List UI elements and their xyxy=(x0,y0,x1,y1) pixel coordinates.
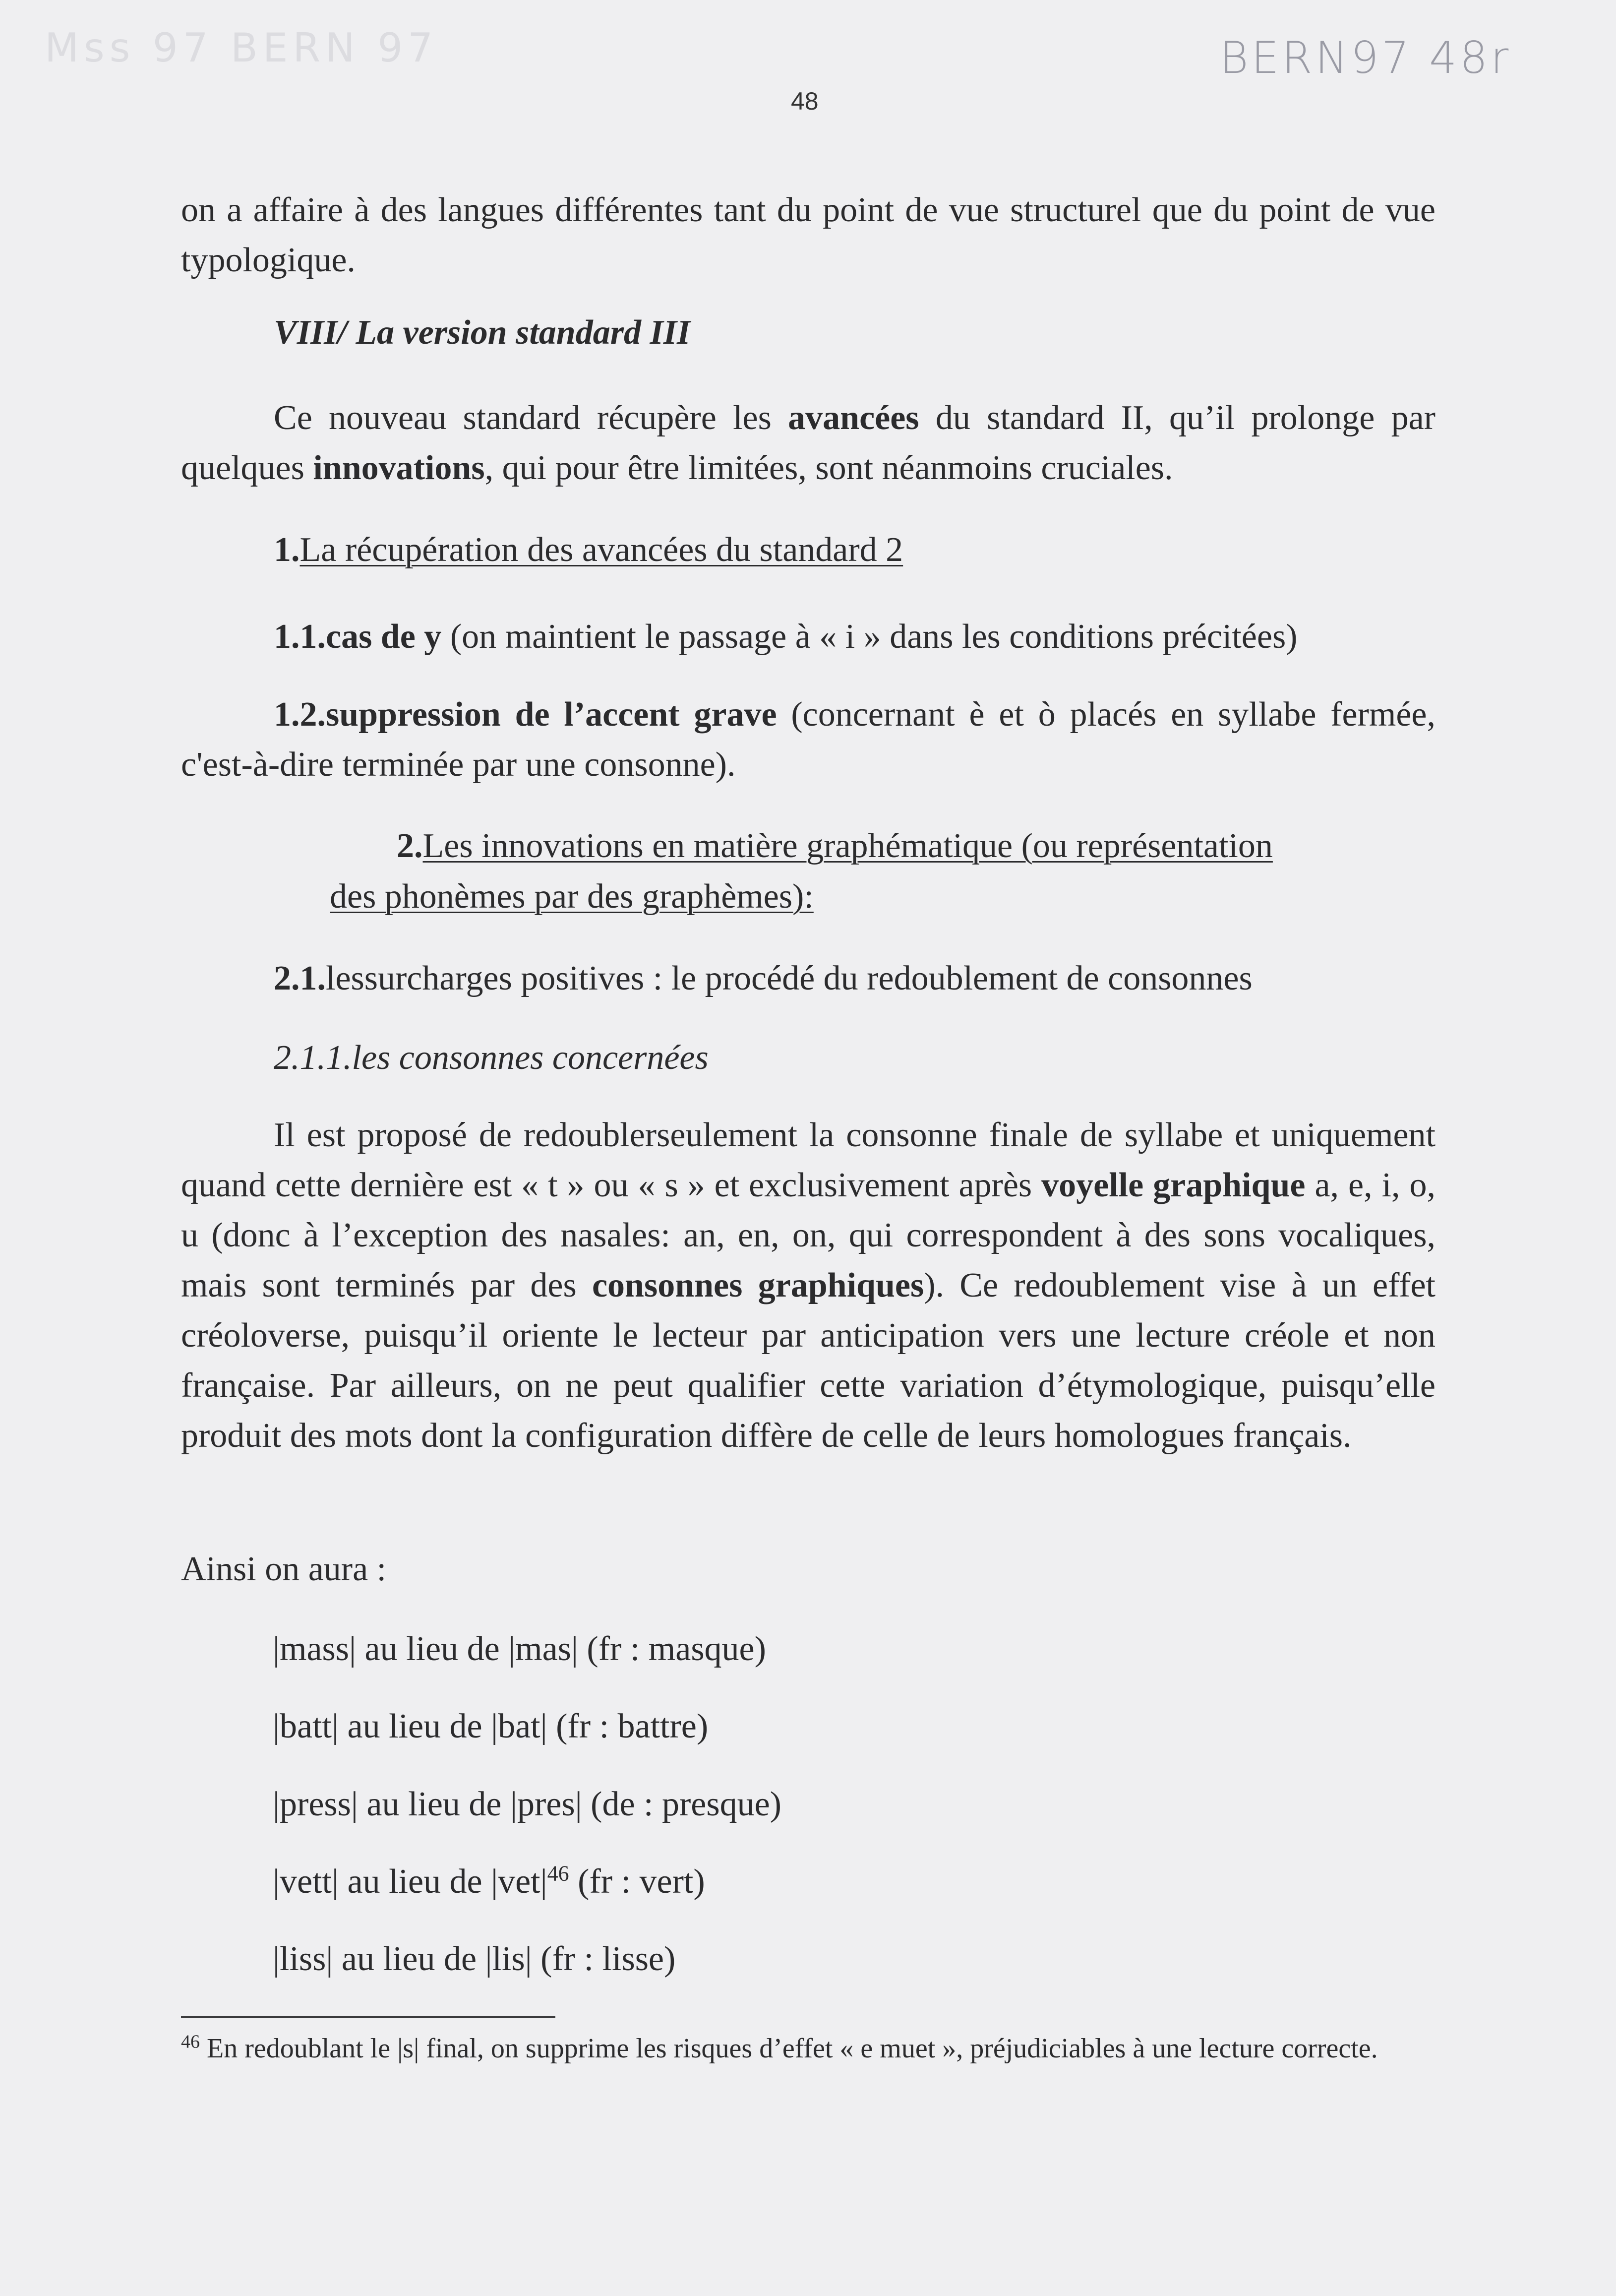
example-press: |press| au lieu de |pres| (de : presque) xyxy=(273,1785,781,1823)
example-vett: |vett| au lieu de $|vet|^{46}$ (fr : vert) xyxy=(273,1861,705,1901)
section-heading: VIII/ La version standard III xyxy=(274,313,691,352)
subsection-2-1-1: 2.1.1.les consonnes concernées xyxy=(274,1039,709,1077)
faded-annotation: Mss 97 BERN 97 xyxy=(45,25,438,71)
page-number: 48 xyxy=(791,87,819,115)
subsection-2-heading-line1: 2.Les innovations en matière graphématique (ou représentation xyxy=(397,827,1273,865)
example-liss: |liss| au lieu de |lis| (fr : lisse) xyxy=(273,1940,676,1978)
paragraph-new-standard: Ce nouveau standard récupère les avancées du standard II, qu’il prolonge par quelques innovations, qui pour être limitées, sont néanmoins cruciales. xyxy=(181,399,1436,487)
subsection-2-heading-line2: des phonèmes par des graphèmes): xyxy=(330,877,814,916)
footnote-divider xyxy=(181,2016,555,2018)
subsection-1-1: 1.1.cas de y (on maintient le passage à « i » dans les conditions précitées) xyxy=(274,618,1298,656)
example-mass: |mass| au lieu de |mas| (fr : masque) xyxy=(273,1630,766,1668)
subsection-1-heading: 1.La récupération des avancées du standard 2 xyxy=(274,531,903,569)
subsection-2-1: 2.1.lessurcharges positives : le procédé du redoublement de consonnes xyxy=(274,959,1253,997)
footnote-46: $^{46}$ En redoublant le |s| final, on supprime les risques d’effet « e muet », préjudiciables à une lecture correcte. xyxy=(181,2031,1378,2064)
intro-paragraph: on a affaire à des langues différentes tant du point de vue structurel que du point de vue typologique. xyxy=(181,191,1436,279)
subsection-1-2: 1.2.suppression de l’accent grave (concernant è et ò placés en syllabe fermée, c'est-à-dire terminée par une consonne). xyxy=(181,695,1436,784)
footnote-reference: 46 xyxy=(547,1861,569,1886)
paragraph-redoublement: Il est proposé de redoublerseulement la consonne finale de syllabe et uniquement quand cette dernière est « t » ou « s » et exclusivement après voyelle graphique a, e, i, o, u (donc à l’exception des nasales: an, en, on, qui correspondent à des sons vocaliques, mais sont terminés par des consonnes graphiques). Ce redoublement vise à un effet créoloverse, puisqu’il oriente le lecteur par anticipation vers une lecture créole et non française. Par ailleurs, on ne peut qualifier cette variation d’étymologique, puisqu’elle produit des mots dont la configuration diffère de celle de leurs homologues français. xyxy=(181,1116,1436,1455)
handwritten-annotation: BERN97 48r xyxy=(1220,32,1512,83)
example-batt: |batt| au lieu de |bat| (fr : battre) xyxy=(273,1707,709,1745)
ainsi-line: Ainsi on aura : xyxy=(181,1550,387,1588)
